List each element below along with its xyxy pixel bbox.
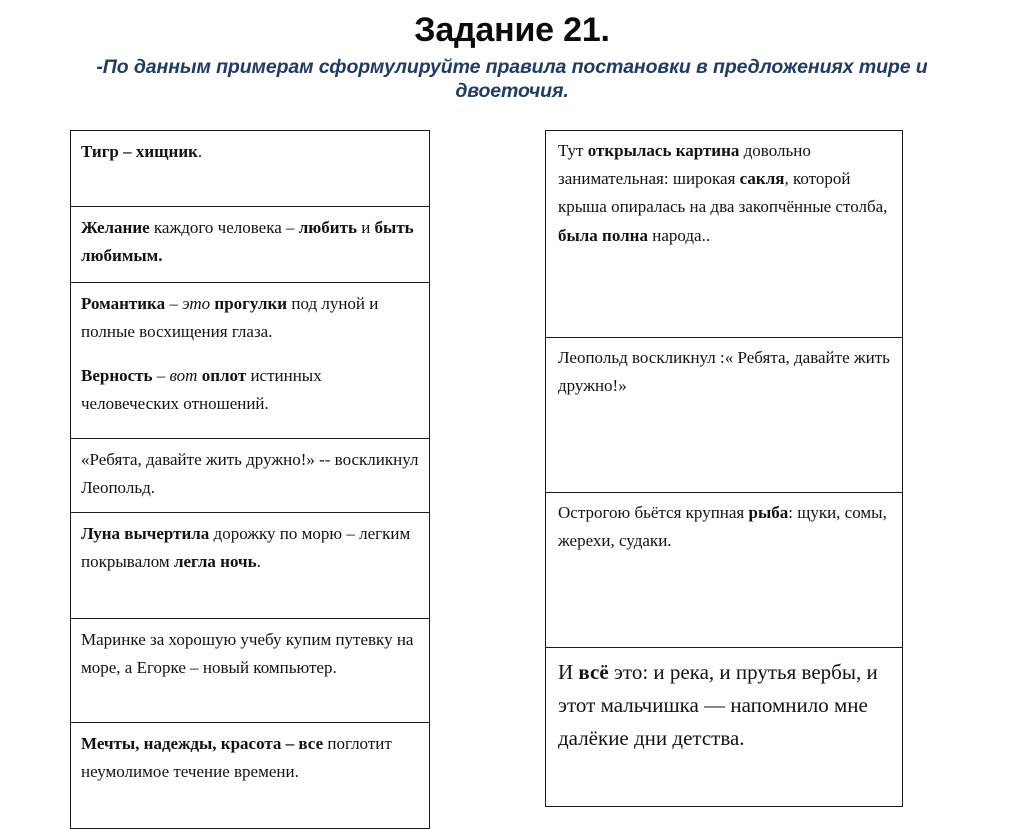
table-row — [546, 493, 903, 648]
text-run: каждого человека – — [153, 218, 299, 237]
text-run: это — [182, 294, 211, 313]
text-run: истинных человеческих отношений. — [81, 366, 322, 413]
table-row — [71, 723, 430, 829]
example-paragraph — [81, 730, 419, 785]
text-run: сакля — [739, 169, 785, 189]
text-run: Тигр – хищник — [81, 142, 198, 161]
right-table-body — [546, 131, 903, 807]
text-run: и — [356, 218, 375, 237]
text-run: рыба — [748, 503, 789, 522]
text-run: любить — [298, 218, 357, 237]
text-run: Романтика — [81, 294, 166, 313]
left-table-body — [71, 131, 430, 829]
text-run: прогулки — [214, 294, 288, 313]
table-row — [71, 513, 430, 619]
text-run: . — [197, 142, 203, 161]
text-run: – — [165, 294, 183, 313]
example-cell-rebyata — [71, 439, 430, 513]
examples-area — [0, 130, 1024, 781]
text-run: это: и река, и прутья вербы, и этот мальчишка — напомнило мне далёкие дни детства. — [558, 660, 878, 751]
text-run: . — [256, 551, 261, 571]
example-paragraph — [558, 137, 892, 250]
example-paragraph — [558, 656, 892, 756]
text-run: Леопольд воскликнул :« Ребята, давайте жить дружно!» — [558, 348, 890, 396]
text-run: Маринке за хорошую учебу купим путевку на море, а Егорке – новый компьютер. — [81, 630, 414, 677]
table-row — [546, 648, 903, 807]
text-run: : щуки, сомы, жерехи, судаки. — [558, 503, 887, 551]
text-run: оплот — [201, 366, 247, 386]
example-cell-tiger — [71, 131, 430, 207]
text-run: Верность — [81, 366, 153, 386]
table-row — [71, 131, 430, 207]
example-paragraph — [81, 446, 419, 501]
table-row — [71, 283, 430, 439]
text-run: всё — [578, 660, 609, 684]
example-cell-luna — [71, 513, 430, 619]
text-run: под луной и полные восхищения глаза. — [81, 294, 379, 341]
text-run: легла ночь — [173, 551, 257, 571]
text-run: , которой крыша опиралась на два закопчённые столба, — [558, 169, 888, 217]
table-row — [546, 131, 903, 338]
example-cell-kartina — [546, 131, 903, 338]
examples-table-left — [70, 130, 430, 829]
examples-table-right — [545, 130, 903, 807]
text-run: Луна вычертила — [81, 524, 210, 543]
text-run: была полна — [558, 225, 648, 245]
example-cell-ostrogoyu — [546, 493, 903, 648]
text-run: народа.. — [647, 225, 711, 245]
table-row — [71, 207, 430, 283]
text-run: Тут — [558, 141, 588, 160]
text-run: вот — [169, 366, 198, 386]
page-title: Задание 21. — [414, 11, 610, 49]
table-row — [546, 338, 903, 493]
text-run: открылась картина — [587, 141, 740, 160]
example-paragraph — [81, 138, 419, 166]
text-run: дорожку по морю – легким покрывалом — [81, 524, 411, 571]
example-paragraph — [81, 362, 419, 417]
example-cell-marinke — [71, 619, 430, 723]
text-run: поглотит неумолимое течение времени. — [81, 734, 392, 781]
text-run: И — [558, 660, 579, 684]
text-run: Острогою бьётся крупная — [558, 503, 749, 522]
example-cell-romantika-vernost — [71, 283, 430, 439]
example-cell-mechty — [71, 723, 430, 829]
example-paragraph — [81, 626, 419, 681]
text-run: – — [152, 366, 170, 386]
text-run: быть любимым. — [81, 218, 414, 265]
example-cell-zhelanie — [71, 207, 430, 283]
table-row — [71, 439, 430, 513]
example-paragraph — [81, 290, 419, 345]
page-subtitle: -По данным примерам сформулируйте правила постановки в предложениях тире и двоеточия. — [96, 56, 928, 102]
text-run: «Ребята, давайте жить дружно!» -- воскликнул Леопольд. — [81, 450, 419, 497]
example-paragraph — [558, 499, 892, 555]
text-run: довольно занимательная: широкая — [558, 141, 811, 189]
example-cell-i-vsyo — [546, 648, 903, 807]
table-row — [71, 619, 430, 723]
text-run: Желание — [81, 218, 154, 237]
example-paragraph — [81, 520, 419, 575]
text-run: Мечты, надежды, красота – все — [81, 734, 324, 753]
example-paragraph — [558, 344, 892, 400]
example-paragraph — [81, 214, 419, 269]
example-cell-leopold — [546, 338, 903, 493]
